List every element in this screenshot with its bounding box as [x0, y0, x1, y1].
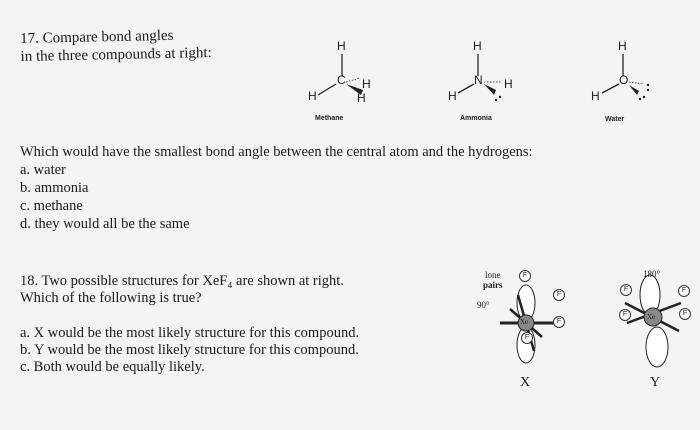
q17-option-b: b. ammonia	[20, 180, 89, 196]
structure-x-label: X	[520, 375, 531, 390]
structure-x-f-right-low: F	[553, 316, 565, 328]
structure-x-f-right: F	[553, 289, 565, 301]
structure-x-angle-label: 90°	[477, 300, 490, 310]
structure-y-f-topright: F	[678, 285, 690, 297]
methane-right-h: H	[362, 77, 371, 91]
methane-center-atom: C	[337, 73, 346, 87]
ammonia-molecule	[440, 40, 525, 125]
q18-option-a: a. X would be the most likely structure for this compound.	[20, 325, 360, 341]
structure-y-f-topleft: F	[620, 284, 632, 296]
methane-top-h: H	[337, 39, 346, 53]
structure-x-center: Xe	[520, 318, 529, 326]
methane-left-h: H	[308, 89, 317, 103]
q17-heading	[20, 26, 212, 66]
methane-front-h: H	[357, 91, 366, 105]
methane-caption: Methane	[315, 115, 344, 122]
methane-molecule	[300, 40, 380, 125]
structure-y-f-bottomleft: F	[619, 309, 631, 321]
ammonia-top-h: H	[473, 39, 482, 53]
structure-y	[605, 265, 700, 400]
ammonia-right-h: H	[504, 77, 513, 91]
structure-y-angle-label: 180°	[643, 269, 661, 279]
q17-heading-line2: in the three compounds at right:	[20, 44, 212, 65]
water-molecule	[585, 40, 665, 125]
structure-x-lone-label: lone	[485, 270, 501, 280]
structure-y-label: Y	[650, 375, 661, 390]
q18-option-c: c. Both would be equally likely.	[20, 359, 205, 375]
q17-option-d: d. they would all be the same	[20, 216, 190, 232]
structure-x	[470, 265, 580, 400]
ammonia-center-atom: N	[474, 73, 483, 87]
ammonia-left-h: H	[448, 89, 457, 103]
q17-question: Which would have the smallest bond angle between the central atom and the hydrogens:	[20, 144, 533, 160]
water-caption: Water	[605, 116, 625, 123]
water-left-h: H	[591, 89, 600, 103]
q17-option-a: a. water	[20, 162, 66, 178]
structure-x-f-bottom: F	[521, 332, 533, 344]
q18-line2: Which of the following is true?	[20, 290, 202, 306]
q18-option-b: b. Y would be the most likely structure for this compound.	[20, 342, 359, 358]
water-center-atom: O	[619, 73, 629, 87]
structure-y-center: Xe	[647, 313, 656, 321]
q18-line1: 18. Two possible structures for XeF₄ are shown at right.	[20, 273, 344, 289]
q17-option-c: c. methane	[20, 198, 83, 214]
q17-heading-line1: 17. Compare bond angles	[20, 27, 174, 47]
structure-x-f-top: F	[519, 270, 531, 282]
water-top-h: H	[618, 39, 627, 53]
ammonia-caption: Ammonia	[460, 115, 492, 122]
structure-x-pairs-label: pairs	[483, 280, 503, 290]
structure-y-f-bottomright: F	[679, 308, 691, 320]
